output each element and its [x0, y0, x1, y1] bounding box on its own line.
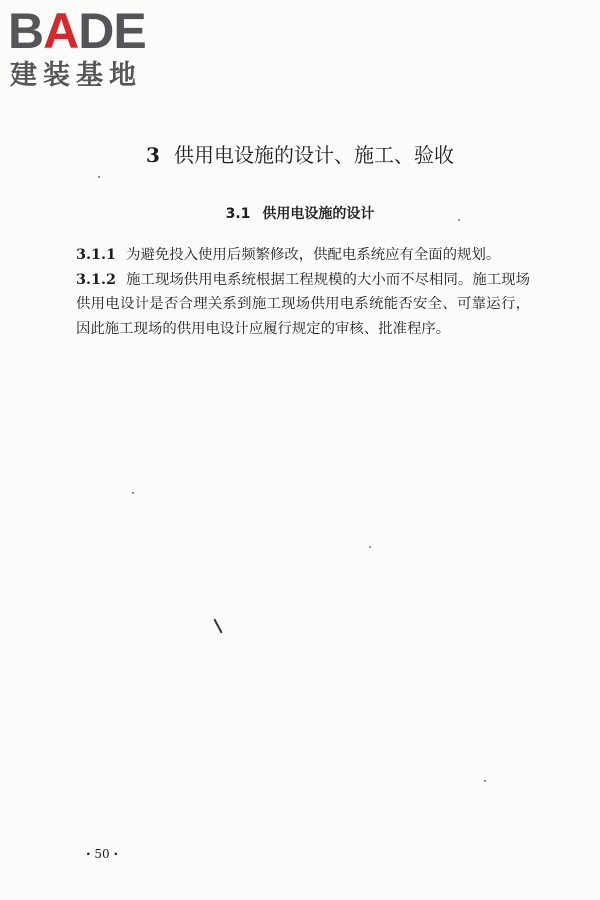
section-number: 3.1: [225, 206, 251, 222]
logo-letter: B: [8, 3, 44, 59]
scan-mark: [213, 618, 222, 633]
page-number: [86, 846, 118, 862]
logo-subtitle: 建装基地: [10, 60, 142, 91]
section-title: 供用电设施的设计: [262, 206, 375, 222]
scan-speck: [484, 780, 486, 782]
scan-speck: [98, 176, 100, 178]
clause-number: 3.1.1: [76, 246, 117, 263]
bade-logo: [8, 4, 178, 94]
clause-text: 为避免投入使用后频繁修改，供配电系统应有全面的规划。: [126, 247, 501, 263]
chapter-title: 供用电设施的设计、施工、验收: [173, 143, 454, 167]
clause-paragraph: [76, 268, 530, 342]
chapter-heading: [0, 140, 600, 170]
logo-letter-accent: A: [43, 3, 79, 59]
clause-text: 施工现场供用电系统根据工程规模的大小而不尽相同。施工现场供用电设计是否合理关系到施工现场供用电系统能否安全、可靠运行，因此施工现场的供用电设计应履行规定的审核、批准程序。: [76, 271, 530, 337]
page-number-value: 50: [94, 847, 110, 861]
page-number-dot: ·: [113, 847, 119, 861]
scan-speck: [458, 219, 460, 221]
logo-wordmark: [8, 4, 146, 58]
chapter-number: 3: [146, 143, 160, 167]
scan-speck: [369, 546, 371, 548]
clause-paragraph: [76, 243, 530, 268]
body-text: [76, 243, 530, 341]
logo-letter: DE: [78, 3, 146, 59]
clause-number: 3.1.2: [76, 270, 117, 288]
section-heading: [0, 203, 600, 225]
scan-speck: [132, 492, 134, 494]
page-number-dot: ·: [86, 847, 91, 861]
